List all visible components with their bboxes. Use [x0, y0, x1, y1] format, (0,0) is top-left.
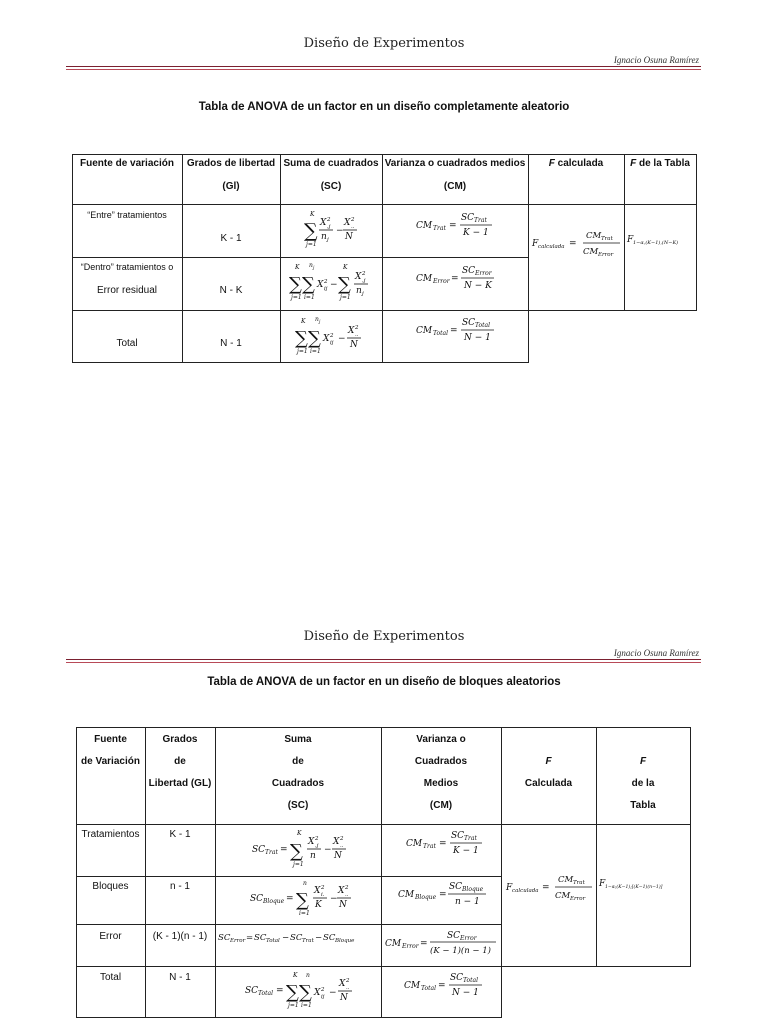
svg-text:N: N	[350, 340, 358, 350]
svg-text:Error: Error	[433, 278, 450, 285]
svg-text:Total: Total	[421, 985, 437, 992]
svg-text:Total: Total	[463, 977, 479, 984]
svg-text:.j: .j	[315, 843, 319, 849]
svg-text:∑: ∑	[286, 982, 299, 1003]
col-header-suma: Suma de cuadrados	[283, 158, 379, 169]
svg-text:.j: .j	[362, 278, 366, 284]
col-header-grados: Grados de libertad	[186, 158, 276, 169]
table-heading: Tabla de ANOVA de un factor en un diseño de bloques aleatorios	[207, 676, 561, 688]
svg-text:N: N	[339, 900, 347, 910]
svg-text:Trat: Trat	[573, 880, 585, 886]
svg-text:F: F	[599, 879, 606, 889]
svg-text:Trat: Trat	[433, 225, 446, 232]
col-header-fuente: Fuente	[94, 734, 127, 745]
svg-text:K: K	[293, 972, 298, 979]
svg-text:X: X	[348, 326, 355, 336]
svg-text:Total: Total	[433, 330, 449, 337]
svg-text:Total: Total	[258, 990, 274, 997]
page-title: Diseño de Experimentos	[303, 629, 465, 644]
svg-text:N − 1: N − 1	[464, 333, 491, 343]
svg-text:i=1: i=1	[299, 910, 310, 917]
svg-text:j=1: j=1	[291, 294, 302, 301]
author-name: Ignacio Osuna Ramírez	[613, 648, 699, 658]
svg-text:Error: Error	[598, 252, 614, 258]
svg-text:=: =	[439, 890, 447, 900]
col-header-varianza-4: (CM)	[429, 800, 453, 811]
svg-text:SC: SC	[245, 986, 259, 996]
header-rule-secondary	[66, 69, 701, 70]
svg-text:Error: Error	[475, 270, 492, 277]
svg-text:K: K	[295, 264, 300, 271]
svg-text:..: ..	[346, 985, 350, 991]
formula-cm-error	[384, 928, 500, 962]
svg-text:j=1: j=1	[293, 861, 304, 868]
formula-sc-error	[217, 928, 380, 948]
col-header-varianza: Varianza o cuadrados medios	[384, 158, 526, 169]
svg-text:−: −	[330, 894, 338, 904]
row-label-bloques: Bloques	[92, 881, 129, 892]
svg-text:∑: ∑	[296, 890, 309, 911]
header-rule	[66, 66, 701, 67]
svg-text:SC: SC	[254, 933, 267, 943]
svg-text:∑: ∑	[308, 328, 321, 349]
svg-text:n: n	[315, 316, 319, 323]
svg-text:2: 2	[321, 885, 325, 891]
svg-text:n: n	[303, 880, 307, 887]
svg-text:j: j	[319, 320, 321, 325]
svg-text:2: 2	[346, 978, 350, 984]
formula-sc-dentro	[284, 259, 380, 307]
svg-text:−: −	[336, 226, 344, 236]
gl-bloques: n - 1	[169, 881, 190, 892]
svg-text:=: =	[286, 894, 294, 904]
svg-text:X: X	[344, 218, 351, 228]
svg-text:K: K	[297, 830, 302, 837]
svg-text:K: K	[315, 900, 322, 910]
svg-text:−: −	[338, 334, 346, 344]
formula-f-calculada	[530, 226, 624, 262]
svg-text:SC: SC	[250, 894, 264, 904]
col-header-f-tabla-3: Tabla	[630, 800, 656, 811]
svg-text:2: 2	[355, 325, 359, 331]
svg-text:K − 1: K − 1	[463, 228, 489, 238]
svg-text:=: =	[449, 221, 457, 231]
formula-sc-entre	[290, 207, 375, 253]
col-header-f-calc: F	[545, 756, 552, 767]
svg-text:SC: SC	[290, 933, 303, 943]
row-label-total: Total	[99, 972, 122, 983]
svg-text:K: K	[310, 211, 315, 218]
col-header-grados-3: Libertad (GL)	[148, 778, 212, 789]
svg-text:2: 2	[324, 279, 328, 285]
svg-text:n: n	[321, 232, 327, 242]
col-header-f-tabla: F de la Tabla	[630, 158, 690, 169]
svg-text:2: 2	[351, 217, 355, 223]
svg-text:Trat: Trat	[265, 849, 278, 856]
col-header-f-calculada: F calculada	[548, 158, 604, 169]
svg-text:−: −	[282, 933, 290, 943]
col-header-grados-abbr: (Gl)	[222, 181, 240, 192]
svg-text:=: =	[451, 274, 459, 284]
svg-text:SC: SC	[252, 845, 266, 855]
svg-text:CM: CM	[416, 326, 433, 336]
svg-text:CM: CM	[555, 891, 571, 901]
svg-text:..: ..	[351, 224, 355, 230]
gl-error: (K - 1)(n - 1)	[152, 931, 208, 942]
svg-text:j=1: j=1	[297, 348, 308, 355]
svg-text:SC: SC	[447, 931, 461, 941]
row-label-entre: “Entre” tratamientos	[87, 210, 167, 220]
svg-text:=: =	[438, 981, 446, 991]
svg-text:1−α;(K−1);[(K−1)(n−1)]: 1−α;(K−1);[(K−1)(n−1)]	[605, 885, 663, 890]
svg-text:2: 2	[362, 271, 366, 277]
svg-text:1−α,(K−1),(N−K): 1−α,(K−1),(N−K)	[633, 240, 679, 246]
col-header-grados: Grados	[162, 734, 198, 745]
col-header-suma-3: Cuadrados	[271, 778, 325, 789]
formula-sc-bloque	[248, 878, 366, 924]
col-header-suma-abbr: (SC)	[320, 181, 342, 192]
svg-text:X: X	[308, 837, 315, 847]
svg-text:n: n	[310, 851, 316, 861]
svg-text:∑: ∑	[338, 274, 351, 295]
svg-text:ij: ij	[321, 994, 325, 1000]
col-header-varianza-3: Medios	[423, 778, 459, 789]
svg-text:2: 2	[321, 987, 325, 993]
header-rule-secondary	[66, 662, 701, 663]
svg-text:=: =	[439, 839, 447, 849]
svg-text:2: 2	[330, 333, 334, 339]
svg-text:N: N	[345, 232, 353, 242]
svg-text:X: X	[320, 218, 327, 228]
svg-text:X: X	[314, 886, 321, 896]
svg-text:i=1: i=1	[310, 348, 321, 355]
svg-text:F: F	[506, 883, 513, 893]
formula-sc-total	[243, 969, 363, 1015]
svg-text:CM: CM	[583, 247, 599, 257]
formula-f-calculada	[504, 870, 596, 906]
col-header-f-calc-2: Calculada	[524, 778, 573, 789]
svg-text:CM: CM	[404, 981, 421, 991]
svg-text:Bloque: Bloque	[263, 898, 285, 905]
col-header-f-tabla-2: de la	[631, 778, 655, 789]
svg-text:=: =	[569, 239, 577, 249]
gl-entre: K - 1	[220, 233, 242, 244]
col-header-f-tabla: F	[639, 756, 647, 767]
svg-text:N: N	[334, 851, 342, 861]
svg-text:j: j	[362, 291, 364, 297]
row-label-error: Error	[99, 931, 122, 942]
col-header-suma-2: de	[292, 756, 304, 767]
svg-text:Total: Total	[475, 322, 491, 329]
svg-text:SC: SC	[462, 266, 476, 276]
gl-total: N - 1	[169, 972, 191, 983]
row-label-total: Total	[116, 338, 138, 349]
svg-text:SC: SC	[462, 318, 476, 328]
col-header-varianza-abbr: (CM)	[443, 181, 467, 192]
svg-text:SC: SC	[323, 933, 336, 943]
svg-text:−: −	[324, 845, 332, 855]
formula-f-tabla	[626, 230, 694, 250]
svg-text:2: 2	[345, 885, 349, 891]
col-header-varianza: Varianza o	[416, 734, 466, 745]
svg-text:CM: CM	[406, 839, 423, 849]
formula-cm-total	[402, 970, 494, 1004]
col-header-suma-4: (SC)	[287, 800, 309, 811]
svg-text:Error: Error	[402, 943, 419, 950]
formula-f-tabla	[598, 874, 690, 894]
svg-text:CM: CM	[558, 875, 574, 885]
svg-text:SC: SC	[461, 213, 475, 223]
col-header-grados-2: de	[174, 756, 186, 767]
svg-text:=: =	[276, 986, 284, 996]
formula-sc-total	[290, 313, 375, 359]
svg-text:∑: ∑	[302, 274, 315, 295]
formula-cm-error	[414, 261, 514, 295]
col-header-fuente-2: de Variación	[81, 756, 140, 767]
svg-text:∑: ∑	[299, 982, 312, 1003]
svg-text:calculada: calculada	[512, 888, 539, 894]
svg-text:=: =	[280, 845, 288, 855]
svg-text:..: ..	[355, 332, 359, 338]
svg-text:X: X	[317, 280, 324, 290]
row-label-tratamientos: Tratamientos	[81, 829, 140, 840]
svg-text:j=1: j=1	[340, 294, 351, 301]
svg-text:n: n	[356, 286, 362, 296]
svg-text:=: =	[542, 883, 550, 893]
svg-text:−: −	[329, 988, 337, 998]
svg-text:=: =	[450, 326, 458, 336]
svg-text:X: X	[339, 979, 346, 989]
formula-cm-trat	[414, 208, 504, 242]
author-name: Ignacio Osuna Ramírez	[613, 55, 699, 65]
svg-text:ij: ij	[330, 340, 334, 346]
svg-text:−: −	[315, 933, 323, 943]
svg-text:2: 2	[315, 836, 319, 842]
page-title: Diseño de Experimentos	[303, 36, 465, 51]
svg-text:F: F	[532, 239, 539, 249]
svg-text:∑: ∑	[289, 274, 302, 295]
svg-text:CM: CM	[416, 274, 433, 284]
svg-text:ij: ij	[324, 286, 328, 292]
svg-text:Bloque: Bloque	[462, 886, 484, 893]
svg-text:=: =	[420, 939, 428, 949]
svg-text:SC: SC	[450, 973, 464, 983]
svg-text:∑: ∑	[290, 841, 303, 862]
svg-text:K: K	[301, 318, 306, 325]
svg-text:(K − 1)(n − 1): (K − 1)(n − 1)	[430, 946, 491, 956]
svg-text:j: j	[327, 237, 329, 243]
svg-text:N − K: N − K	[464, 281, 492, 291]
svg-text:∑: ∑	[295, 328, 308, 349]
formula-sc-trat	[250, 826, 360, 874]
svg-text:CM: CM	[586, 231, 602, 241]
svg-text:K: K	[343, 264, 348, 271]
svg-text:Bloque: Bloque	[415, 894, 437, 901]
formula-cm-trat	[404, 828, 494, 862]
svg-text:Bloque: Bloque	[335, 938, 355, 944]
col-header-varianza-2: Cuadrados	[414, 756, 468, 767]
svg-text:SC: SC	[218, 933, 231, 943]
svg-text:X: X	[314, 988, 321, 998]
svg-text:Total: Total	[266, 938, 280, 944]
svg-text:..: ..	[340, 843, 344, 849]
svg-text:CM: CM	[385, 939, 402, 949]
formula-cm-bloque	[396, 879, 500, 913]
svg-text:n: n	[306, 972, 310, 979]
svg-text:Trat: Trat	[302, 938, 314, 944]
svg-text:j=1: j=1	[306, 241, 317, 248]
svg-text:CM: CM	[398, 890, 415, 900]
svg-text:SC: SC	[449, 882, 463, 892]
svg-text:Error: Error	[230, 938, 246, 944]
svg-text:j=1: j=1	[288, 1002, 299, 1009]
svg-text:2: 2	[327, 217, 331, 223]
svg-text:n − 1: n − 1	[455, 897, 480, 907]
col-header-suma: Suma	[284, 734, 312, 745]
svg-text:N: N	[340, 993, 348, 1003]
svg-text:SC: SC	[451, 831, 465, 841]
svg-text:=: =	[246, 933, 254, 943]
svg-text:N − 1: N − 1	[452, 988, 479, 998]
svg-text:i=1: i=1	[304, 294, 315, 301]
gl-tratamientos: K - 1	[169, 829, 191, 840]
gl-dentro: N - K	[219, 285, 243, 296]
svg-text:Trat: Trat	[464, 835, 477, 842]
formula-cm-total	[414, 313, 504, 347]
svg-text:Error: Error	[460, 935, 477, 942]
svg-text:X: X	[355, 272, 362, 282]
svg-text:n: n	[309, 262, 313, 269]
header-rule	[66, 659, 701, 660]
col-header-fuente: Fuente de variación	[80, 158, 174, 169]
svg-text:X: X	[338, 886, 345, 896]
svg-text:∑: ∑	[304, 220, 318, 242]
svg-text:K − 1: K − 1	[453, 846, 479, 856]
svg-text:j: j	[313, 266, 315, 271]
svg-text:Trat: Trat	[601, 236, 613, 242]
svg-text:Trat: Trat	[423, 843, 436, 850]
svg-text:i=1: i=1	[301, 1002, 312, 1009]
svg-text:Trat: Trat	[474, 217, 487, 224]
row-label-dentro: “Dentro” tratamientos o	[80, 262, 174, 272]
svg-text:Error: Error	[570, 896, 586, 902]
table-heading: Tabla de ANOVA de un factor en un diseño completamente aleatorio	[198, 101, 570, 113]
gl-total: N - 1	[220, 338, 242, 349]
svg-text:X: X	[323, 334, 330, 344]
svg-text:F: F	[627, 235, 634, 245]
svg-text:X: X	[333, 837, 340, 847]
svg-text:i.: i.	[321, 892, 325, 898]
svg-text:2: 2	[340, 836, 344, 842]
svg-text:−: −	[330, 280, 338, 290]
row-label-error: Error residual	[96, 285, 158, 296]
svg-text:..: ..	[345, 892, 349, 898]
svg-text:CM: CM	[416, 221, 433, 231]
svg-text:calculada: calculada	[538, 244, 565, 250]
svg-text:.j: .j	[327, 224, 331, 230]
